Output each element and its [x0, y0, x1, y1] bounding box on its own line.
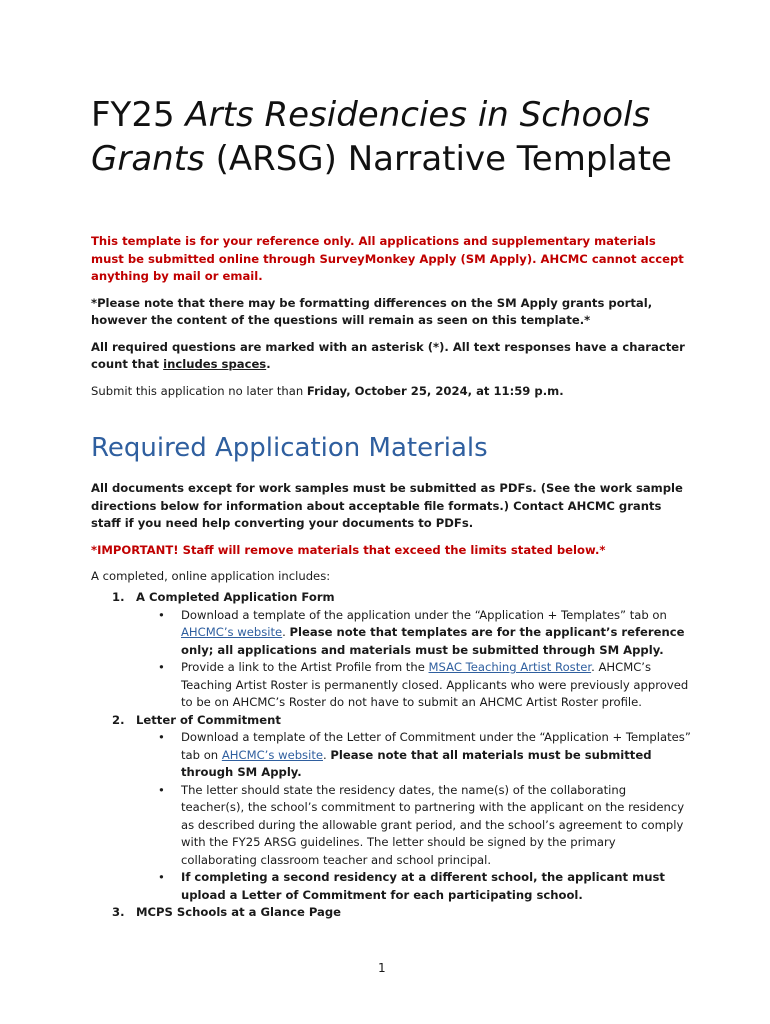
- bullet-icon: •: [158, 870, 165, 884]
- item-number: 2.: [112, 712, 125, 727]
- sub-list: [136, 729, 692, 904]
- intro-block: [91, 233, 691, 400]
- materials-list: [112, 589, 692, 922]
- bullet-bold-text: Please note that all materials must be submitted through SM Apply.: [181, 747, 652, 779]
- item-number: 1.: [112, 590, 125, 604]
- section-intro: [91, 480, 691, 586]
- bullet-text: Download a template of the application under the “Application + Templates” tab on: [181, 607, 667, 622]
- sub-list: [136, 607, 692, 712]
- bullet-icon: •: [158, 607, 165, 622]
- sub-list-item: [158, 782, 692, 870]
- includes-note: A completed, online application includes:: [91, 569, 331, 583]
- title-suffix: (ARSG) Narrative Template: [204, 139, 672, 179]
- title-italic: Arts Residencies in Schools Grants: [91, 95, 651, 179]
- bullet-text: Provide a link to the Artist Profile from the: [181, 660, 429, 674]
- list-item: [112, 712, 692, 905]
- ahcmc-website-link[interactable]: AHCMC’s website: [181, 625, 283, 639]
- msac-roster-link[interactable]: MSAC Teaching Artist Roster: [428, 660, 592, 674]
- required-note-underline: includes spaces: [163, 357, 267, 371]
- sub-list-item: [158, 729, 692, 782]
- title-prefix: FY25: [91, 95, 186, 135]
- deadline-note: [91, 383, 691, 401]
- sub-list-item: [158, 869, 692, 904]
- page-title: [91, 93, 711, 181]
- bullet-icon: •: [158, 660, 165, 674]
- deadline-date: Friday, October 25, 2024, at 11:59 p.m.: [306, 383, 564, 398]
- required-note-text: All required questions are marked with an asterisk (*). All text responses have a character count that: [91, 339, 685, 371]
- section-heading: Required Application Materials: [91, 433, 488, 463]
- bullet-bold-text: If completing a second residency at a different school, the applicant must upload a Letter of Commitment for each participating school.: [181, 870, 665, 902]
- bullet-icon: •: [158, 730, 165, 744]
- required-note-end: .: [266, 357, 271, 371]
- sub-list-item: [158, 659, 692, 712]
- bullet-text-2: .: [282, 625, 290, 639]
- important-note: *IMPORTANT! Staff will remove materials that exceed the limits stated below.*: [91, 542, 606, 557]
- page-number: 1: [378, 961, 386, 975]
- bullet-bold-text: Please note that templates are for the applicant’s reference only; all applications and materials must be submitted through SM Apply.: [181, 625, 685, 657]
- sub-list-item: [158, 607, 692, 660]
- bullet-icon: •: [158, 782, 165, 797]
- item-title: Letter of Commitment: [136, 712, 281, 727]
- item-title: A Completed Application Form: [136, 590, 335, 604]
- item-title: MCPS Schools at a Glance Page: [136, 905, 342, 919]
- deadline-prefix: Submit this application no later than: [91, 383, 307, 398]
- pdf-note: All documents except for work samples must be submitted as PDFs. (See the work sample directions below for information about acceptable file formats.) Contact AHCMC grants staff if you need help converting your documents to PDFs.: [91, 481, 683, 530]
- reference-notice: This template is for your reference only. All applications and supplementary materials must be submitted online through SurveyMonkey Apply (SM Apply). AHCMC cannot accept anything by mail or email.: [91, 234, 684, 283]
- ahcmc-website-link[interactable]: AHCMC’s website: [221, 747, 323, 762]
- list-item: [112, 589, 692, 712]
- list-item: [112, 904, 692, 922]
- bullet-text-2: . AHCMC’s Teaching Artist Roster is permanently closed. Applicants who were previously approved to be on AHCMC’s Roster do not have to submit an AHCMC Artist Roster profile.: [181, 660, 689, 709]
- item-number: 3.: [112, 905, 125, 919]
- bullet-text-2: .: [323, 747, 331, 762]
- bullet-text: The letter should state the residency dates, the name(s) of the collaborating teacher(s), the school’s commitment to partnering with the applicant on the residency as described during the allowable grant period, and the school’s agreement to comply with the FY25 ARSG guidelines. The letter should be signed by the primary collaborating classroom teacher and school principal.: [181, 782, 685, 867]
- bullet-text: Download a template of the Letter of Commitment under the “Application + Templates” tab on: [181, 730, 691, 762]
- format-note: *Please note that there may be formatting differences on the SM Apply grants portal, however the content of the questions will remain as seen on this template.*: [91, 295, 653, 327]
- required-note: [91, 339, 691, 374]
